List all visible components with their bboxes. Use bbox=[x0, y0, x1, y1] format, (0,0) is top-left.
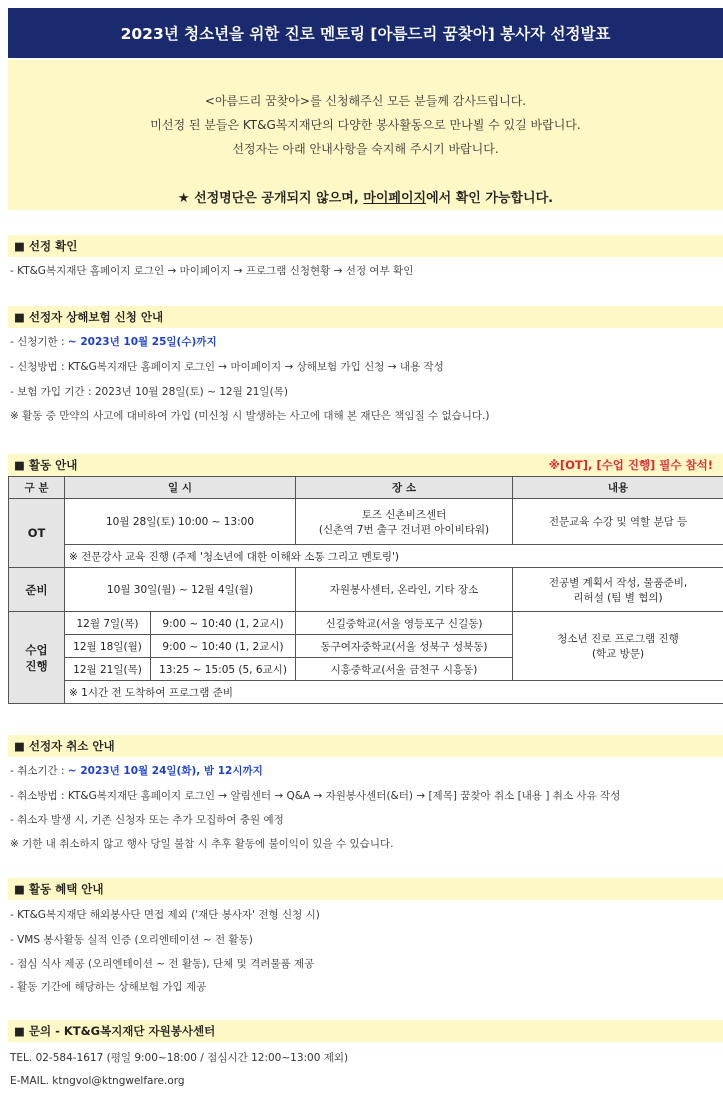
class-content bbox=[513, 612, 723, 681]
table-row-ot-note bbox=[9, 545, 723, 568]
class-day: 12월 18일(월) bbox=[65, 635, 151, 658]
intro-line-1: <아름드리 꿈찾아>를 신청해주신 모든 분들께 감사드립니다. bbox=[204, 94, 527, 108]
section-title-cancel: ■ 선정자 취소 안내 bbox=[8, 735, 723, 757]
benefit-line-3: - 점심 식사 제공 (오리엔테이션 ~ 전 활동), 단체 및 격려물품 제공 bbox=[10, 958, 315, 970]
row-label-class bbox=[9, 612, 65, 704]
section-title-contact: ■ 문의 - KT&G복지재단 자원봉사센터 bbox=[8, 1020, 723, 1042]
class-content-2: (학교 방문) bbox=[591, 648, 645, 660]
selection-line-1: - KT&G복지재단 홈페이지 로그인 → 마이페이지 → 프로그램 신청현황 → 선정 여부 확인 bbox=[10, 265, 414, 277]
prep-content bbox=[513, 568, 723, 612]
mypage-link[interactable]: 마이페이지 bbox=[363, 191, 427, 206]
deadline-label: - 신청기한 : bbox=[10, 336, 68, 348]
intro-box bbox=[8, 60, 723, 210]
cancel-line-3: - 취소자 발생 시, 기존 신청자 또는 추가 모집하여 충원 예정 bbox=[10, 814, 284, 826]
benefit-line-4: - 활동 기간에 해당하는 상해보험 가입 제공 bbox=[10, 981, 207, 993]
header-datetime: 일 시 bbox=[65, 477, 296, 499]
header-content: 내용 bbox=[513, 477, 723, 499]
intro-line-2: 미선정 된 분들은 KT&G복지재단의 다양한 봉사활동으로 만나뵐 수 있길 바랍니다. bbox=[150, 118, 581, 132]
class-day: 12월 21일(목) bbox=[65, 658, 151, 681]
section-title-benefits: ■ 활동 혜택 안내 bbox=[8, 878, 723, 900]
benefit-line-1: - KT&G복지재단 해외봉사단 면접 제외 ('재단 봉사자' 전형 신청 시) bbox=[10, 909, 320, 921]
class-label-1: 수업 bbox=[25, 642, 48, 657]
section-title-selection: ■ 선정 확인 bbox=[8, 235, 723, 257]
ot-content: 전문교육 수강 및 역할 분담 등 bbox=[513, 499, 723, 545]
row-label-ot: OT bbox=[9, 499, 65, 568]
section-title-insurance: ■ 선정자 상해보험 신청 안내 bbox=[8, 306, 723, 328]
insurance-line-2: - 신청방법 : KT&G복지재단 홈페이지 로그인 → 마이페이지 → 상해보험 가입 신청 → 내용 작성 bbox=[10, 361, 444, 373]
class-time: 13:25 ~ 15:05 (5, 6교시) bbox=[151, 658, 296, 681]
prep-date: 10월 30일(월) ~ 12월 4일(월) bbox=[65, 568, 296, 612]
ot-note: ※ 전문강사 교육 진행 (주제 '청소년에 대한 이해와 소통 그리고 멘토링') bbox=[65, 545, 723, 568]
cancel-line-1 bbox=[10, 763, 263, 778]
contact-email[interactable]: E-MAIL. ktngvol@ktngwelfare.org bbox=[10, 1075, 185, 1087]
class-content-1: 청소년 진로 프로그램 진행 bbox=[557, 633, 679, 645]
cancel-line-4: ※ 기한 내 취소하지 않고 행사 당일 불참 시 추후 활동에 불이익이 있을 수 있습니다. bbox=[10, 838, 394, 850]
class-note: ※ 1시간 전 도착하여 프로그램 준비 bbox=[65, 681, 723, 704]
prep-content-2: 리허설 (팀 별 협의) bbox=[573, 591, 663, 604]
insurance-line-4: ※ 활동 중 만약의 사고에 대비하여 가입 (미신청 시 발생하는 사고에 대해 본 재단은 책임질 수 없습니다.) bbox=[10, 410, 490, 422]
ot-place bbox=[296, 499, 513, 545]
cancel-period-label: - 취소기간 : bbox=[10, 765, 68, 777]
class-label-2: 진행 bbox=[25, 658, 48, 673]
intro-line-3: 선정자는 아래 안내사항을 숙지해 주시기 바랍니다. bbox=[232, 142, 499, 156]
table-header-row bbox=[9, 477, 723, 499]
intro-star-notice bbox=[8, 187, 723, 206]
ot-place-detail: (신촌역 7번 출구 건너편 아이비타워) bbox=[318, 523, 490, 536]
table-row-prep bbox=[9, 568, 723, 612]
class-time: 9:00 ~ 10:40 (1, 2교시) bbox=[151, 635, 296, 658]
mandatory-note: ※[OT], [수업 진행] 필수 참석! bbox=[548, 458, 713, 472]
header-category: 구 분 bbox=[9, 477, 65, 499]
cancel-period-value: ~ 2023년 10월 24일(화), 밤 12시까지 bbox=[67, 765, 263, 777]
class-day: 12월 7일(목) bbox=[65, 612, 151, 635]
class-place: 동구여자중학교(서울 성북구 성북동) bbox=[296, 635, 513, 658]
insurance-line-3: - 보험 가입 기간 : 2023년 10월 28일(토) ~ 12월 21일(목) bbox=[10, 386, 288, 398]
class-time: 9:00 ~ 10:40 (1, 2교시) bbox=[151, 612, 296, 635]
prep-content-1: 전공별 계획서 작성, 물품준비, bbox=[548, 576, 688, 589]
row-label-prep: 준비 bbox=[9, 568, 65, 612]
table-row bbox=[9, 612, 723, 635]
cancel-line-2: - 취소방법 : KT&G복지재단 홈페이지 로그인 → 알림센터 → Q&A → 자원봉사센터(&터) → [제목] 꿈찾아 취소 [내용 ] 취소 사유 작성 bbox=[10, 790, 621, 802]
insurance-line-1 bbox=[10, 334, 217, 349]
star-suffix: 에서 확인 가능합니다. bbox=[426, 191, 554, 206]
activity-table bbox=[8, 476, 723, 704]
class-place: 신길중학교(서울 영등포구 신길동) bbox=[296, 612, 513, 635]
table-row-class-note bbox=[9, 681, 723, 704]
contact-tel: TEL. 02-584-1617 (평일 9:00~18:00 / 점심시간 12:00~13:00 제외) bbox=[10, 1052, 349, 1064]
header-place: 장 소 bbox=[296, 477, 513, 499]
benefit-line-2: - VMS 봉사활동 실적 인증 (오리엔테이션 ~ 전 활동) bbox=[10, 934, 253, 946]
section-title-activity bbox=[8, 454, 723, 476]
page-title: 2023년 청소년을 위한 진로 멘토링 [아름드리 꿈찾아] 봉사자 선정발표 bbox=[8, 8, 723, 58]
deadline-value: ~ 2023년 10월 25일(수)까지 bbox=[67, 336, 217, 348]
star-prefix: ★ 선정명단은 공개되지 않으며, bbox=[177, 191, 364, 206]
activity-title: ■ 활동 안내 bbox=[14, 458, 78, 472]
class-place: 시흥중학교(서울 금천구 시흥동) bbox=[296, 658, 513, 681]
prep-place: 자원봉사센터, 온라인, 기타 장소 bbox=[296, 568, 513, 612]
ot-date: 10월 28일(토) 10:00 ~ 13:00 bbox=[65, 499, 296, 545]
ot-place-name: 토즈 신촌비즈센터 bbox=[361, 508, 447, 521]
table-row-ot bbox=[9, 499, 723, 545]
